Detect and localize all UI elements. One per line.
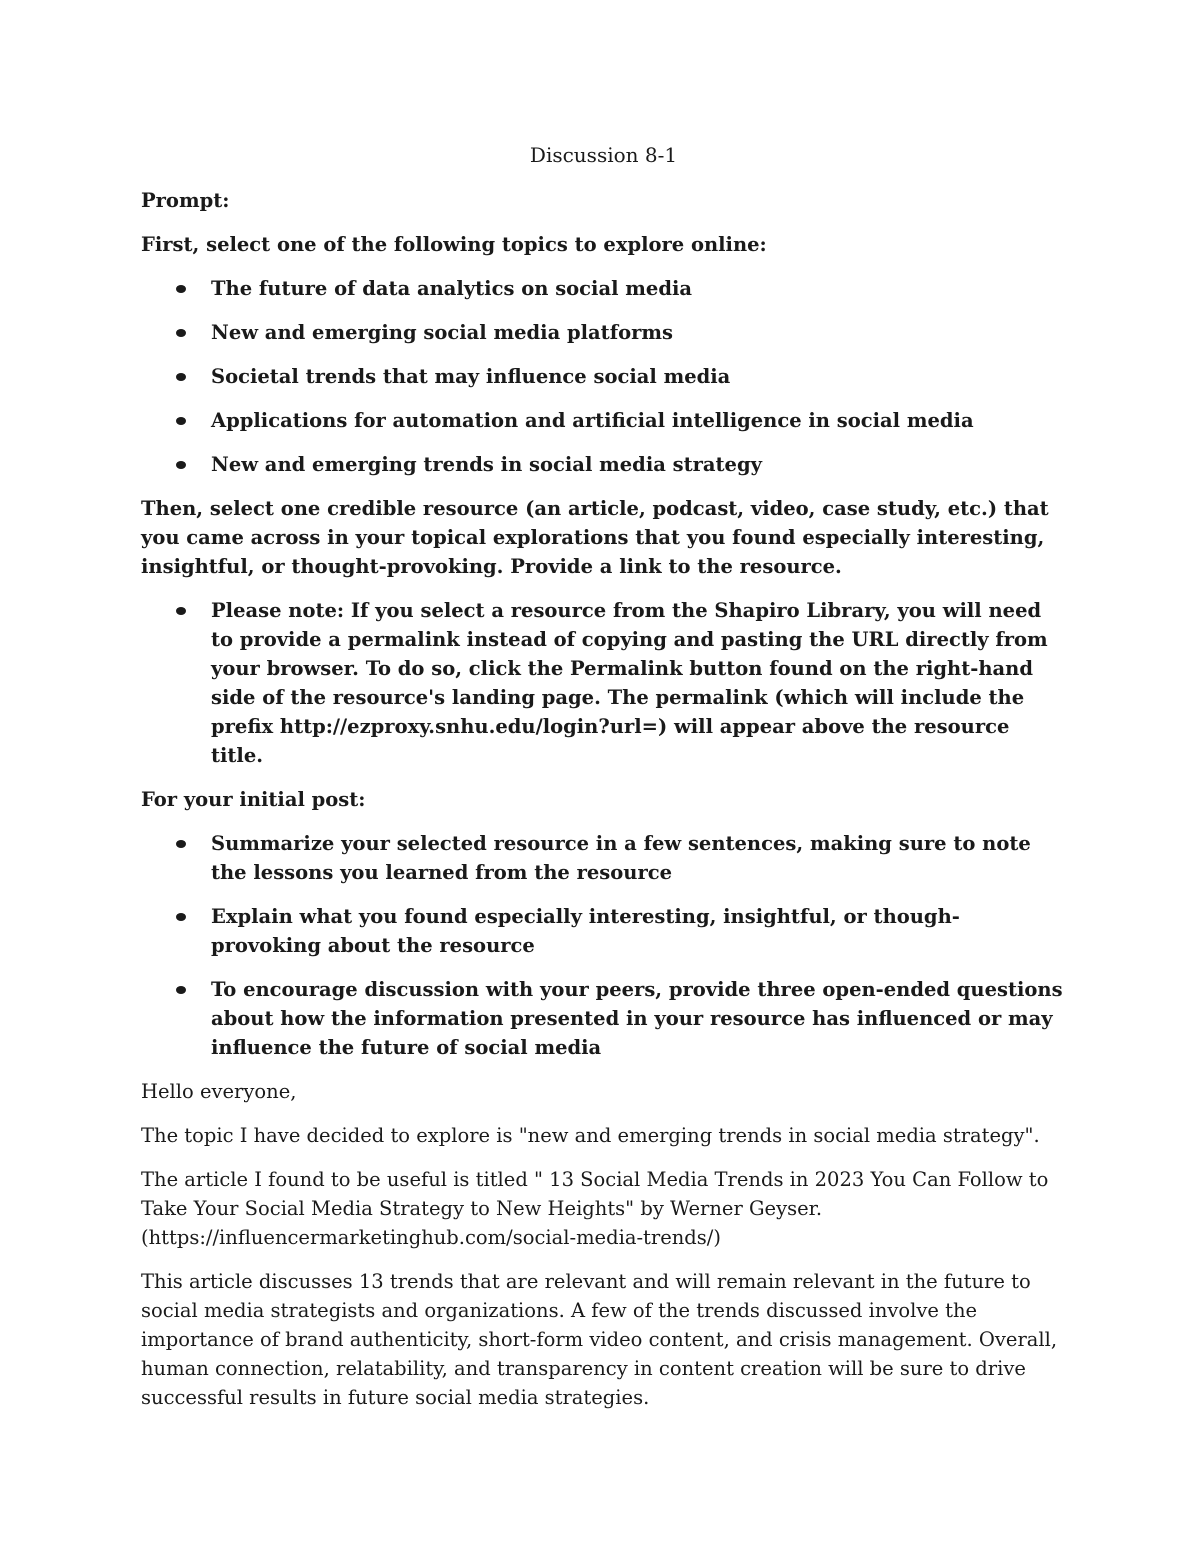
topic-list <box>141 274 1066 479</box>
topic-text: Applications for automation and artificial intelligence in social media <box>211 409 974 432</box>
bullet-icon <box>176 417 186 425</box>
response-article: The article I found to be useful is titled " 13 Social Media Trends in 2023 You Can Follow to Take Your Social Media Strategy to New Heights" by Werner Geyser. (https://influencermarketinghub.com/social-media-trends/) <box>141 1168 1049 1249</box>
note-list <box>141 596 1066 770</box>
bullet-icon <box>176 461 186 469</box>
initial-post-text: To encourage discussion with your peers, provide three open-ended questions about how the information presented in your resource has influenced or may influence the future of social media <box>211 978 1063 1059</box>
response-summary: This article discusses 13 trends that are relevant and will remain relevant in the future to social media strategists and organizations. A few of the trends discussed involve the importance of brand authenticity, short-form video content, and crisis management. Overall, human connection, relatability, and transparency in content creation will be sure to drive successful results in future social media strategies. <box>141 1270 1058 1409</box>
list-item <box>141 829 1066 887</box>
bullet-icon <box>176 986 186 994</box>
topic-text: New and emerging trends in social media strategy <box>211 453 762 476</box>
bullet-icon <box>176 285 186 293</box>
bullet-icon <box>176 329 186 337</box>
response-greeting: Hello everyone, <box>141 1080 297 1103</box>
bullet-icon <box>176 373 186 381</box>
topic-text: Societal trends that may influence social media <box>211 365 731 388</box>
document-title: Discussion 8-1 <box>529 143 678 167</box>
list-item <box>141 902 1066 960</box>
list-item <box>141 406 1066 435</box>
initial-post-label: For your initial post: <box>141 788 366 811</box>
list-item <box>141 596 1066 770</box>
topic-text: The future of data analytics on social media <box>211 277 693 300</box>
resource-instruction: Then, select one credible resource (an article, podcast, video, case study, etc.) that you came across in your topical explorations that you found especially interesting, insightful, or thought-provoking. Provide a link to the resource. <box>141 497 1049 578</box>
list-item <box>141 362 1066 391</box>
initial-post-list <box>141 829 1066 1062</box>
list-item <box>141 318 1066 347</box>
bullet-icon <box>176 607 186 615</box>
response-topic: The topic I have decided to explore is "new and emerging trends in social media strategy". <box>141 1124 1040 1147</box>
prompt-label: Prompt: <box>141 189 230 212</box>
initial-post-text: Summarize your selected resource in a few sentences, making sure to note the lessons you learned from the resource <box>211 832 1031 884</box>
bullet-icon <box>176 840 186 848</box>
note-text: Please note: If you select a resource from the Shapiro Library, you will need to provide a permalink instead of copying and pasting the URL directly from your browser. To do so, click the Permalink button found on the right-hand side of the resource's landing page. The permalink (which will include the prefix http://ezproxy.snhu.edu/login?url=) will appear above the resource title. <box>211 599 1048 767</box>
document-page <box>141 140 1066 1427</box>
list-item <box>141 450 1066 479</box>
initial-post-text: Explain what you found especially interesting, insightful, or though-provoking about the resource <box>211 905 960 957</box>
bullet-icon <box>176 913 186 921</box>
list-item <box>141 274 1066 303</box>
topic-text: New and emerging social media platforms <box>211 321 673 344</box>
list-item <box>141 975 1066 1062</box>
prompt-intro: First, select one of the following topics to explore online: <box>141 233 767 256</box>
